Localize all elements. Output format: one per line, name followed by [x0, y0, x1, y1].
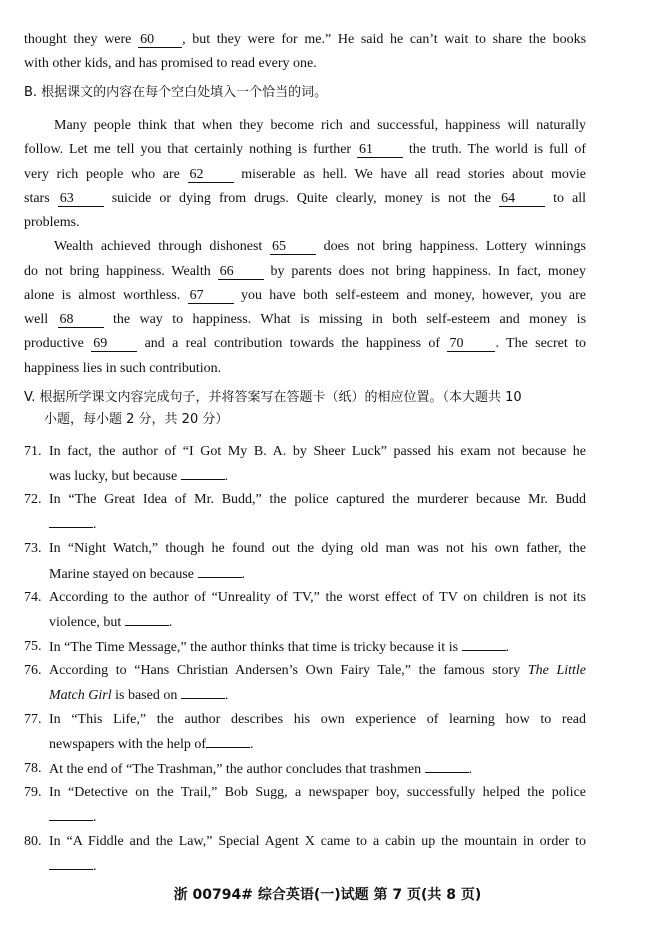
q74-line-1: According to the author of “Unreality of TV,” the worst effect of TV on children is not its — [49, 590, 586, 605]
para-line-7: do not bring happiness. Wealth 66 by parents does not bring happiness. In fact, money — [24, 264, 587, 279]
top-line-2: with other kids, and has promised to read every one. — [24, 56, 317, 71]
q80-blank[interactable] — [49, 857, 93, 870]
q75-blank[interactable] — [462, 638, 506, 651]
top-line-1: thought they were 60 , but they were for me.” He said he can’t wait to share the books — [24, 32, 587, 47]
q73-line-1: In “Night Watch,” though he found out the dying old man was not his own father, the — [49, 541, 586, 556]
q76-line-2: Match Girl is based on . — [49, 688, 229, 703]
q71-line-2: was lucky, but because . — [49, 469, 229, 484]
section-b-heading: B. 根据课文的内容在每个空白处填入一个恰当的词。 — [24, 85, 328, 100]
para-line-11: happiness lies in such contribution. — [24, 361, 222, 376]
blank-68[interactable]: 68 — [58, 313, 104, 328]
blank-60[interactable]: 60 — [138, 33, 182, 48]
q72-line-2: . — [49, 515, 586, 534]
blank-66[interactable]: 66 — [218, 265, 264, 280]
blank-65[interactable]: 65 — [270, 240, 316, 255]
q77-number: 77. — [24, 712, 42, 727]
q79-line-1: In “Detective on the Trail,” Bob Sugg, a newspaper boy, successfully helped the police — [49, 785, 586, 800]
q79-blank[interactable] — [49, 808, 93, 821]
para-line-4: stars 63 suicide or dying from drugs. Quite clearly, money is not the 64 to all — [24, 191, 587, 206]
q74-blank[interactable] — [125, 613, 169, 626]
blank-69[interactable]: 69 — [91, 337, 137, 352]
q77-line-2: newspapers with the help of . — [49, 737, 254, 752]
q77-blank[interactable] — [206, 735, 250, 748]
blank-67[interactable]: 67 — [188, 289, 234, 304]
blank-63[interactable]: 63 — [58, 192, 104, 207]
q71-number: 71. — [24, 444, 42, 459]
q72-number: 72. — [24, 492, 42, 507]
q76-number: 76. — [24, 663, 42, 678]
section-v-heading-1: V. 根据所学课文内容完成句子，并将答案写在答题卡（纸）的相应位置。（本大题共 10 — [24, 390, 522, 405]
q75-number: 75. — [24, 639, 42, 654]
blank-64[interactable]: 64 — [499, 192, 545, 207]
q79-number: 79. — [24, 785, 42, 800]
q78-line-1: At the end of “The Trashman,” the author concludes that trashmen . — [49, 762, 473, 777]
q76-line-1: According to “Hans Christian Andersen’s Own Fairy Tale,” the famous story The Little — [49, 663, 587, 678]
q73-line-2: Marine stayed on because . — [49, 567, 245, 582]
q80-number: 80. — [24, 834, 42, 849]
para-line-9: well 68 the way to happiness. What is missing in both self-esteem and money is — [24, 312, 587, 327]
q73-blank[interactable] — [198, 565, 242, 578]
para-line-5: problems. — [24, 215, 80, 230]
q78-number: 78. — [24, 761, 42, 776]
q71-line-1: In fact, the author of “I Got My B. A. by Sheer Luck” passed his exam not because he — [49, 444, 586, 459]
q79-line-2: . — [49, 808, 586, 827]
q74-line-2: violence, but . — [49, 615, 173, 630]
q76-story-title-part-1: The Little — [527, 663, 587, 678]
para-line-3: very rich people who are 62 miserable as hell. We have all read stories about movie — [24, 167, 586, 182]
q77-line-1: In “This Life,” the author describes his own experience of learning how to read — [49, 712, 586, 727]
section-v-heading-2: 小题，每小题 2 分，共 20 分） — [44, 412, 229, 427]
blank-70[interactable]: 70 — [447, 337, 495, 352]
q73-number: 73. — [24, 541, 42, 556]
para-line-6: Wealth achieved through dishonest 65 does not bring happiness. Lottery winnings — [54, 239, 587, 254]
q80-line-1: In “A Fiddle and the Law,” Special Agent X came to a cabin up the mountain in order to — [49, 834, 586, 849]
q76-blank[interactable] — [181, 686, 225, 699]
page-footer: 浙 00794# 综合英语(一)试题 第 7 页(共 8 页) — [173, 887, 482, 903]
q76-story-title-part-2: Match Girl — [49, 688, 112, 703]
para-line-1: Many people think that when they become rich and successful, happiness will naturally — [54, 118, 586, 133]
q71-blank[interactable] — [181, 467, 225, 480]
para-line-8: alone is almost worthless. 67 you have both self-esteem and money, however, you are — [24, 288, 587, 303]
q74-number: 74. — [24, 590, 42, 605]
para-line-2: follow. Let me tell you that certainly nothing is further 61 the truth. The world is full of — [24, 142, 586, 157]
q80-line-2: . — [49, 857, 586, 876]
q72-blank[interactable] — [49, 515, 93, 528]
q75-line-1: In “The Time Message,” the author thinks that time is tricky because it is . — [49, 640, 510, 655]
blank-62[interactable]: 62 — [188, 168, 234, 183]
blank-61[interactable]: 61 — [357, 143, 403, 158]
para-line-10: productive 69 and a real contribution towards the happiness of 70 . The secret to — [24, 336, 587, 351]
q72-line-1: In “The Great Idea of Mr. Budd,” the police captured the murderer because Mr. Budd — [49, 492, 586, 507]
q78-blank[interactable] — [425, 760, 469, 773]
